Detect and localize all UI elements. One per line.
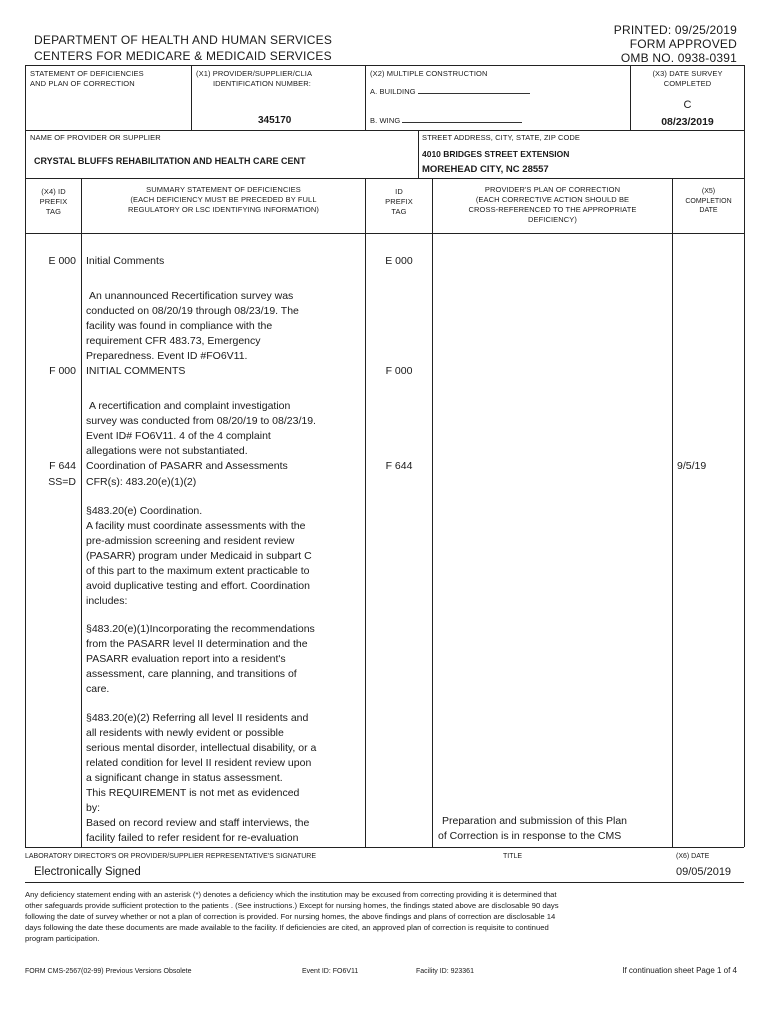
paragraph-line: allegations were not substantiated. bbox=[86, 445, 248, 457]
top-border bbox=[25, 65, 744, 66]
signature-bottom bbox=[25, 882, 744, 883]
disclaimer-line: days following the date these documents are made available to the facility. If deficiencies are cited, an approved plan of correction is requisite to continued bbox=[25, 923, 549, 932]
city-state-zip: MOREHEAD CITY, NC 28557 bbox=[422, 164, 549, 175]
paragraph-line: Event ID# FO6V11. 4 of the 4 complaint bbox=[86, 430, 271, 442]
paragraph-line: of this part to the maximum extent practicable to bbox=[86, 565, 310, 577]
column-header-bottom bbox=[25, 233, 744, 234]
paragraph-line: Preparation and submission of this Plan bbox=[442, 815, 628, 827]
col-divider-plan bbox=[672, 178, 673, 847]
x4-header-line: TAG bbox=[45, 207, 62, 216]
tag-e000: E 000 bbox=[48, 255, 76, 267]
paragraph-line: includes: bbox=[86, 595, 128, 607]
x3-label-line: COMPLETED bbox=[663, 79, 712, 88]
id-f000: F 000 bbox=[385, 365, 413, 377]
disclaimer-line: following the date of survey whether or not a plan of correction is provided. For nursing homes, the above findings and plans of correction are disclosable 14 bbox=[25, 912, 556, 921]
paragraph-line: conducted on 08/20/19 through 08/23/19. The bbox=[86, 305, 299, 317]
paragraph-line: from the PASARR level II determination and the bbox=[86, 638, 308, 650]
paragraph-line: facility was found in compliance with the bbox=[86, 320, 273, 332]
page-indicator: If continuation sheet Page 1 of 4 bbox=[622, 966, 737, 975]
statement-label-line: AND PLAN OF CORRECTION bbox=[30, 79, 135, 88]
box-divider-address bbox=[418, 130, 419, 178]
x1-label bbox=[196, 69, 361, 89]
paragraph-line: related condition for level II resident review upon bbox=[86, 757, 312, 769]
provider-name: CRYSTAL BLUFFS REHABILITATION AND HEALTH CARE CENT bbox=[34, 156, 306, 166]
f644-paragraph-a bbox=[86, 504, 364, 609]
tag-f000: F 000 bbox=[49, 365, 76, 377]
id-e000: E 000 bbox=[385, 255, 413, 267]
x1-label-line: IDENTIFICATION NUMBER: bbox=[213, 79, 311, 88]
omb-number: OMB NO. 0938-0391 bbox=[620, 51, 737, 65]
paragraph-line: by: bbox=[86, 802, 101, 814]
paragraph-line: (PASARR) program under Medicaid in subpart C bbox=[86, 550, 312, 562]
provider-id-number: 345170 bbox=[258, 115, 292, 126]
department-name: DEPARTMENT OF HEALTH AND HUMAN SERVICES bbox=[34, 33, 333, 47]
paragraph-line: avoid duplicative testing and effort. Coordination bbox=[86, 580, 310, 592]
statement-label-line: STATEMENT OF DEFICIENCIES bbox=[30, 69, 144, 78]
plan-of-correction-text bbox=[438, 814, 670, 844]
row-divider-1 bbox=[25, 130, 744, 131]
disclaimer-line: other safeguards provide sufficient protection to the patients . (See instructions.) Except for nursing homes, the findings stated above are disclosable 90 days bbox=[25, 901, 559, 910]
x4-header-line: (X4) ID bbox=[41, 187, 66, 196]
plan-header-line: PROVIDER'S PLAN OF CORRECTION bbox=[484, 185, 621, 194]
x5-column-header bbox=[673, 187, 744, 216]
statement-label bbox=[30, 69, 144, 89]
paragraph-line: pre-admission screening and resident review bbox=[86, 535, 295, 547]
wing-field bbox=[370, 114, 522, 126]
survey-type-letter: C bbox=[683, 99, 692, 111]
summary-header-line: (EACH DEFICIENCY MUST BE PRECEDED BY FULL bbox=[130, 195, 317, 204]
title-label: TITLE bbox=[503, 853, 523, 860]
f644-title: Coordination of PASARR and Assessments bbox=[86, 460, 288, 472]
x5-header-line: (X5) bbox=[701, 188, 716, 195]
electronic-signature: Electronically Signed bbox=[34, 866, 141, 878]
f644-completion-date: 9/5/19 bbox=[677, 460, 707, 472]
disclaimer-line: Any deficiency statement ending with an asterisk (*) denotes a deficiency which the institution may be excused from correcting providing it is determined that bbox=[25, 890, 557, 899]
plan-header-line: DEFICIENCY) bbox=[527, 215, 578, 224]
disclaimer-line: program participation. bbox=[25, 934, 100, 943]
table-bottom bbox=[25, 847, 744, 848]
event-id: Event ID: FO6V11 bbox=[302, 968, 359, 975]
box-divider-x2 bbox=[365, 65, 366, 130]
paragraph-line: §483.20(e) Coordination. bbox=[86, 505, 203, 517]
left-border bbox=[25, 65, 26, 847]
row-divider-2 bbox=[25, 178, 744, 179]
id-header-line: PREFIX bbox=[385, 197, 413, 206]
id-header-line: TAG bbox=[391, 207, 407, 216]
provider-name-label: NAME OF PROVIDER OR SUPPLIER bbox=[30, 133, 161, 142]
box-divider-x1 bbox=[191, 65, 192, 130]
summary-column-header bbox=[82, 185, 365, 215]
x4-header-line: PREFIX bbox=[39, 197, 68, 206]
form-approved: FORM APPROVED bbox=[629, 37, 737, 51]
paragraph-line: Based on record review and staff interviews, the bbox=[86, 817, 310, 829]
centers-name: CENTERS FOR MEDICARE & MEDICAID SERVICES bbox=[34, 49, 332, 63]
id-header-line: ID bbox=[395, 187, 403, 196]
summary-header-line: REGULATORY OR LSC IDENTIFYING INFORMATION) bbox=[127, 205, 320, 214]
x1-label-line: (X1) PROVIDER/SUPPLIER/CLIA bbox=[196, 69, 313, 78]
paragraph-line: This REQUIREMENT is not met as evidenced bbox=[86, 787, 300, 799]
x2-label: (X2) MULTIPLE CONSTRUCTION bbox=[370, 69, 488, 78]
paragraph-line: An unannounced Recertification survey was bbox=[89, 290, 294, 302]
col-divider-summary bbox=[365, 178, 366, 847]
wing-label: B. WING bbox=[370, 116, 401, 125]
paragraph-line: assessment, care planning, and transitions of bbox=[86, 668, 297, 680]
paragraph-line: §483.20(e)(1)Incorporating the recommendations bbox=[86, 623, 315, 635]
street-address: 4010 BRIDGES STREET EXTENSION bbox=[422, 149, 570, 159]
x3-label-line: (X3) DATE SURVEY bbox=[652, 69, 723, 78]
id-f644: F 644 bbox=[385, 460, 413, 472]
f644-paragraph-c bbox=[86, 711, 364, 846]
plan-header-line: CROSS-REFERENCED TO THE APPROPRIATE bbox=[468, 205, 637, 214]
building-blank bbox=[418, 85, 530, 94]
paragraph-line: Preparedness. Event ID #FO6V11. bbox=[86, 350, 248, 362]
x3-label bbox=[631, 69, 744, 89]
paragraph-line: PASARR evaluation report into a resident's bbox=[86, 653, 286, 665]
building-field bbox=[370, 85, 530, 97]
f000-paragraph bbox=[86, 399, 364, 459]
f644-cfr: CFR(s): 483.20(e)(1)(2) bbox=[86, 476, 197, 488]
signature-label: LABORATORY DIRECTOR'S OR PROVIDER/SUPPLIER REPRESENTATIVE'S SIGNATURE bbox=[25, 853, 317, 860]
right-border bbox=[744, 65, 745, 847]
e000-title: Initial Comments bbox=[86, 255, 165, 267]
paragraph-line: A facility must coordinate assessments with the bbox=[86, 520, 306, 532]
paragraph-line: requirement CFR 483.73, Emergency bbox=[86, 335, 261, 347]
plan-column-header bbox=[433, 185, 672, 225]
summary-header-line: SUMMARY STATEMENT OF DEFICIENCIES bbox=[146, 185, 301, 194]
x5-header-line: DATE bbox=[699, 207, 718, 214]
wing-blank bbox=[402, 114, 522, 123]
col-divider-tag bbox=[81, 178, 82, 847]
paragraph-line: all residents with newly evident or possible bbox=[86, 727, 284, 739]
x5-header-line: COMPLETION bbox=[685, 197, 732, 205]
survey-completed-date: 08/23/2019 bbox=[661, 116, 714, 128]
date-label: (X6) DATE bbox=[676, 853, 710, 860]
paragraph-line: of Correction is in response to the CMS bbox=[438, 830, 622, 842]
paragraph-line: facility failed to refer resident for re-evaluation bbox=[86, 832, 299, 844]
paragraph-line: A recertification and complaint investigation bbox=[89, 400, 291, 412]
printed-date: PRINTED: 09/25/2019 bbox=[613, 23, 737, 37]
col-divider-id bbox=[432, 178, 433, 847]
street-address-label: STREET ADDRESS, CITY, STATE, ZIP CODE bbox=[422, 133, 581, 142]
x4-column-header bbox=[26, 187, 81, 217]
plan-header-line: (EACH CORRECTIVE ACTION SHOULD BE bbox=[475, 195, 630, 204]
signature-date: 09/05/2019 bbox=[676, 866, 732, 878]
facility-id: Facility ID: 923361 bbox=[416, 968, 474, 975]
paragraph-line: survey was conducted from 08/20/19 to 08/23/19. bbox=[86, 415, 316, 427]
disclaimer-text bbox=[25, 889, 745, 944]
e000-paragraph bbox=[86, 289, 364, 364]
form-number: FORM CMS-2567(02-99) Previous Versions Obsolete bbox=[25, 968, 192, 975]
f644-paragraph-b bbox=[86, 622, 364, 697]
scope-severity: SS=D bbox=[48, 476, 76, 488]
paragraph-line: §483.20(e)(2) Referring all level II residents and bbox=[86, 712, 309, 724]
id-column-header bbox=[366, 187, 432, 217]
tag-f644: F 644 bbox=[49, 460, 76, 472]
paragraph-line: serious mental disorder, intellectual disability, or a bbox=[86, 742, 317, 754]
building-label: A. BUILDING bbox=[370, 87, 416, 96]
f000-title: INITIAL COMMENTS bbox=[86, 365, 186, 377]
paragraph-line: care. bbox=[86, 683, 110, 695]
paragraph-line: a significant change in status assessment. bbox=[86, 772, 283, 784]
